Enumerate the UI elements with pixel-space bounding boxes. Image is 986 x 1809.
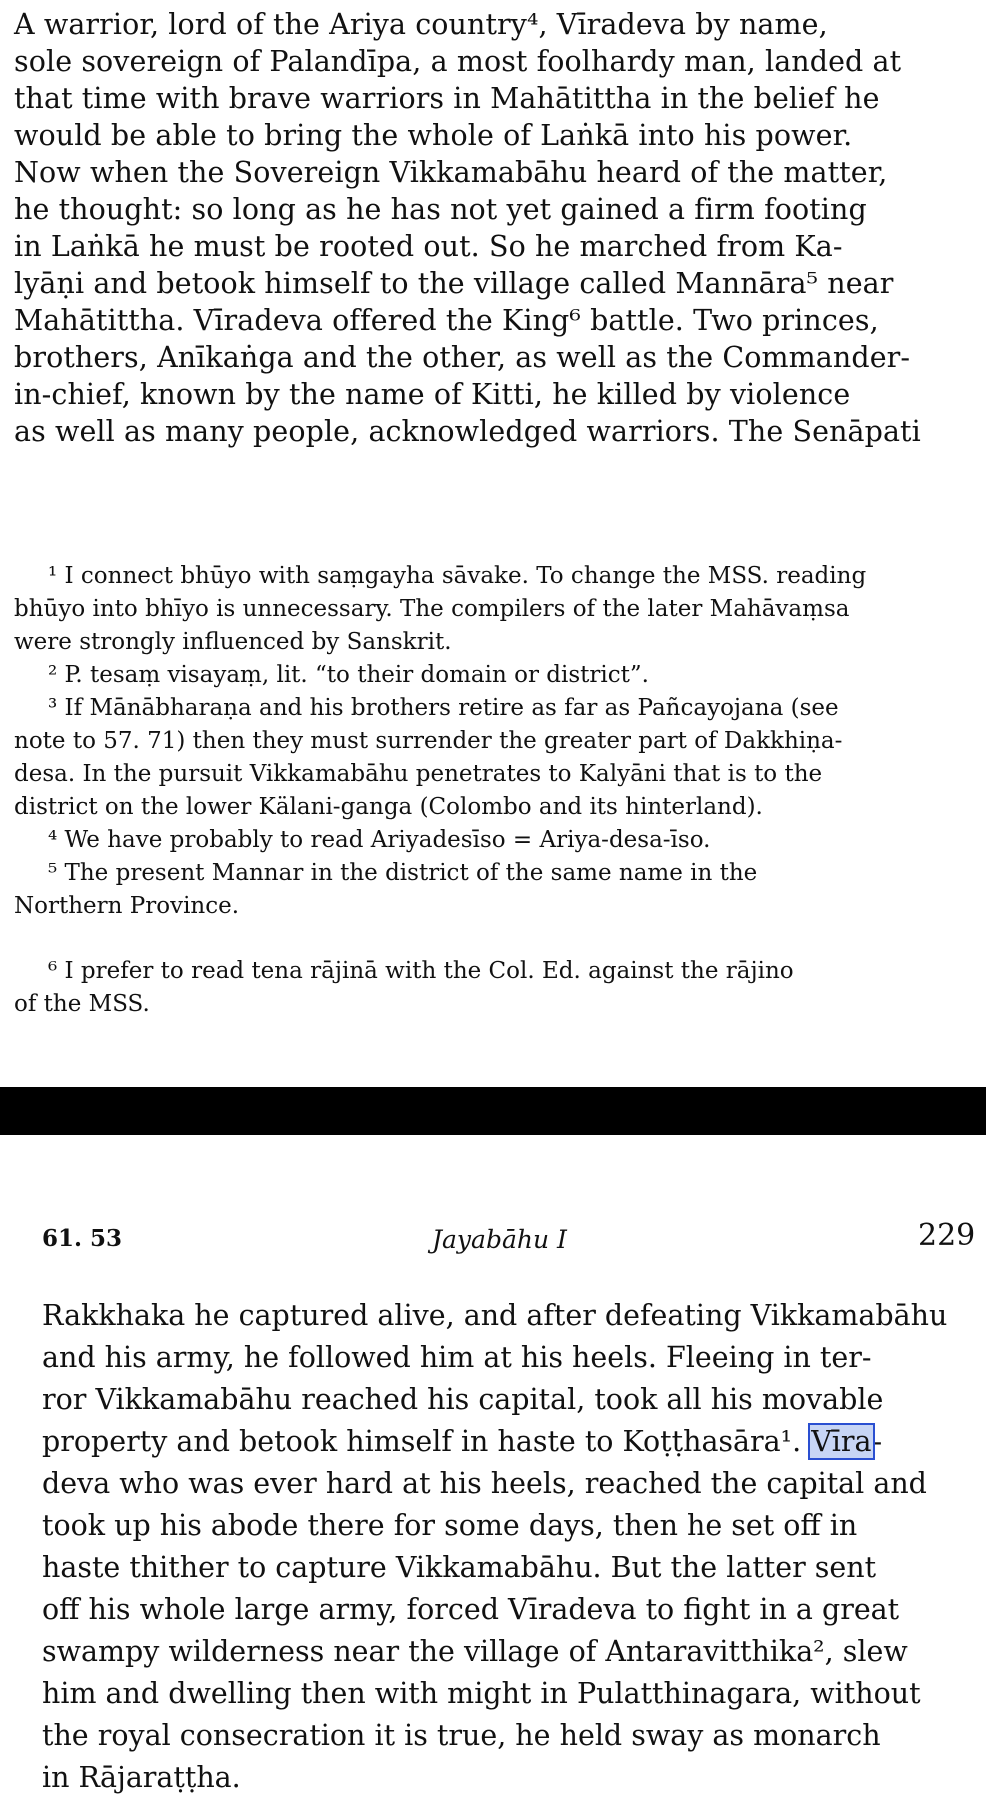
text-line: and his army, he followed him at his heels. Fleeing in ter- — [42, 1341, 872, 1374]
text-line: would be able to bring the whole of Laṅkā into his power. — [14, 119, 853, 152]
text-line: that time with brave warriors in Mahātittha in the belief he — [14, 82, 880, 115]
footnote-line: were strongly influenced by Sanskrit. — [14, 629, 452, 655]
footnote-line: of the MSS. — [14, 991, 150, 1017]
text-line: as well as many people, acknowledged warriors. The Senāpati — [14, 415, 921, 448]
footnote-line: note to 57. 71) then they must surrender the greater part of Dakkhiṇa- — [14, 728, 843, 754]
chapter-title: Jayabāhu I — [432, 1225, 567, 1254]
footnote-line: desa. In the pursuit Vikkamabāhu penetrates to Kalyāni that is to the — [14, 761, 823, 787]
text-line: he thought: so long as he has not yet gained a firm footing — [14, 193, 867, 226]
text-line: in Rājaraṭṭha. — [42, 1761, 241, 1794]
footnote-line: ² P. tesaṃ visayaṃ, lit. “to their domain or district”. — [48, 662, 649, 688]
text-line: brothers, Anīkaṅga and the other, as well as the Commander- — [14, 341, 911, 374]
footnote-line: ⁵ The present Mannar in the district of the same name in the — [48, 860, 758, 886]
text-line: Rakkhaka he captured alive, and after defeating Vikkamabāhu — [42, 1299, 948, 1332]
text-line: him and dwelling then with might in Pulatthinagara, without — [42, 1677, 921, 1710]
text-line — [42, 1421, 882, 1463]
text-line: A warrior, lord of the Ariya country⁴, Vīradeva by name, — [14, 8, 828, 41]
text-line: swampy wilderness near the village of Antaravitthika², slew — [42, 1635, 908, 1668]
text-line: in-chief, known by the name of Kitti, he killed by violence — [14, 378, 851, 411]
page-number: 229 — [918, 1218, 976, 1253]
text-line: Now when the Sovereign Vikkamabāhu heard of the matter, — [14, 156, 888, 189]
verse-reference: 61. 53 — [42, 1225, 123, 1252]
text-segment: property and betook himself in haste to Koṭṭhasāra¹. — [42, 1425, 811, 1458]
footnote-line: district on the lower Kälani-ganga (Colombo and its hinterland). — [14, 794, 763, 820]
footnote-line: ¹ I connect bhūyo with saṃgayha sāvake. To change the MSS. reading — [48, 563, 867, 589]
text-line: the royal consecration it is true, he held sway as monarch — [42, 1719, 881, 1752]
hyphen: - — [872, 1425, 883, 1458]
footnote-line: ⁴ We have probably to read Ariyadesīso = Ariya-desa-īso. — [48, 827, 711, 853]
footnote-line: ⁶ I prefer to read tena rājinā with the Col. Ed. against the rājino — [48, 958, 794, 984]
page-separator — [0, 1087, 986, 1135]
footnote-line: ³ If Mānābharaṇa and his brothers retire as far as Pañcayojana (see — [48, 695, 839, 721]
text-line: took up his abode there for some days, then he set off in — [42, 1509, 858, 1542]
text-line: ror Vikkamabāhu reached his capital, took all his movable — [42, 1383, 884, 1416]
footnote-line: Northern Province. — [14, 893, 240, 919]
selected-text-highlight[interactable]: Vīra — [811, 1425, 872, 1458]
text-line: off his whole large army, forced Vīradeva to fight in a great — [42, 1593, 900, 1626]
text-line: sole sovereign of Palandīpa, a most foolhardy man, landed at — [14, 45, 902, 78]
text-line: in Laṅkā he must be rooted out. So he marched from Ka- — [14, 230, 843, 263]
text-line: deva who was ever hard at his heels, reached the capital and — [42, 1467, 927, 1500]
text-line: haste thither to capture Vikkamabāhu. But the latter sent — [42, 1551, 877, 1584]
footnote-line: bhūyo into bhīyo is unnecessary. The compilers of the later Mahāvaṃsa — [14, 596, 850, 622]
text-line: lyāṇi and betook himself to the village called Mannāra⁵ near — [14, 267, 894, 300]
text-line: Mahātittha. Vīradeva offered the King⁶ battle. Two princes, — [14, 304, 879, 337]
